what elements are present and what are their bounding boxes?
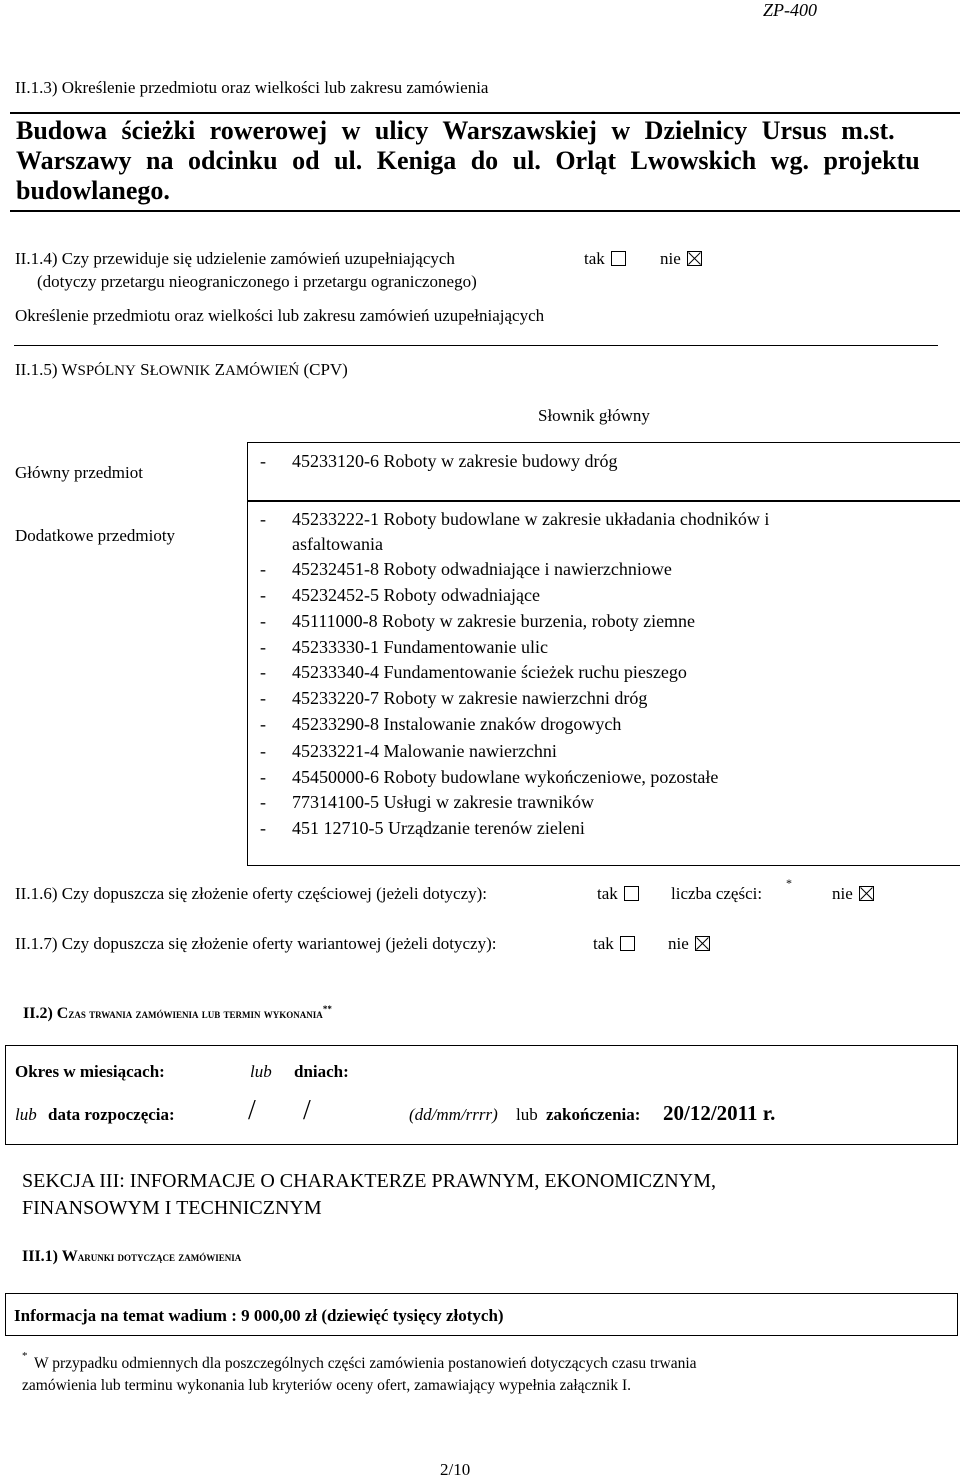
option-no-label: nie — [832, 884, 853, 903]
list-dash: - — [260, 559, 266, 579]
section-ii-1-6-question: II.1.6) Czy dopuszcza się złożenie oferty częściowej (jeżeli dotyczy): — [15, 884, 487, 903]
cpv-table-top — [247, 442, 960, 443]
start-date-label: data rozpoczęcia: — [48, 1105, 175, 1124]
section-ii-1-4-question: II.1.4) Czy przewiduje się udzielenie zamówień uzupełniających — [15, 249, 455, 268]
cpv-additional-item — [260, 611, 696, 632]
cpv-code-text: asfaltowania — [292, 534, 383, 554]
partial-offer-no — [832, 884, 874, 904]
list-dash: - — [260, 714, 266, 734]
section-ii-1-3-label: II.1.3) Określenie przedmiotu oraz wielkości lub zakresu zamówienia — [15, 78, 489, 97]
date-slash: / — [303, 1095, 311, 1126]
cpv-code-text: 45233220-7 Roboty w zakresie nawierzchni dróg — [292, 688, 648, 708]
cpv-table-divider — [247, 500, 960, 502]
divider — [10, 112, 960, 114]
days-label: dniach: — [294, 1062, 349, 1081]
end-date-label: zakończenia: — [546, 1105, 641, 1124]
supplementary-orders-line — [14, 345, 938, 346]
main-object-label: Główny przedmiot — [15, 463, 143, 482]
cpv-additional-item — [260, 637, 548, 658]
duration-box — [5, 1045, 958, 1145]
list-dash: - — [260, 767, 266, 787]
footnote-star: * — [786, 876, 792, 890]
partial-offer-yes — [597, 884, 639, 904]
cpv-code-text: 45111000-8 Roboty w zakresie burzenia, roboty ziemne — [292, 611, 696, 631]
lub-word: lub — [516, 1105, 538, 1124]
option-yes — [584, 249, 626, 269]
date-slash: / — [248, 1095, 256, 1126]
list-dash: - — [260, 509, 266, 529]
date-format-hint: (dd/mm/rrrr) — [409, 1105, 498, 1124]
list-dash: - — [260, 688, 266, 708]
list-dash: - — [260, 585, 266, 605]
object-description-line-3: budowlanego. — [16, 176, 170, 205]
list-dash: - — [260, 611, 266, 631]
cpv-code-text: 45232451-8 Roboty odwadniające i nawierzchniowe — [292, 559, 672, 579]
list-dash: - — [260, 741, 266, 761]
object-description-line-2: Warszawy na odcinku od ul. Keniga do ul. Orląt Lwowskich wg. projektu — [16, 146, 920, 175]
section-iii-title-line-1: SEKCJA III: INFORMACJE O CHARAKTERZE PRAWNYM, EKONOMICZNYM, — [22, 1170, 716, 1192]
variant-offer-no — [668, 934, 710, 954]
list-dash: - — [260, 662, 266, 682]
cpv-additional-item — [260, 688, 648, 709]
no-checkbox[interactable] — [687, 251, 702, 266]
document-code: ZP-400 — [763, 0, 817, 20]
cpv-additional-item — [260, 509, 770, 530]
no-checkbox[interactable] — [695, 936, 710, 951]
option-yes-label: tak — [597, 884, 618, 903]
cpv-additional-item — [260, 585, 540, 606]
option-yes-label: tak — [584, 249, 605, 268]
cpv-additional-item — [260, 559, 672, 580]
cpv-main-item — [260, 451, 618, 472]
cpv-table-bottom — [247, 865, 960, 866]
section-ii-1-7-question: II.1.7) Czy dopuszcza się złożenie oferty wariantowej (jeżeli dotyczy): — [15, 934, 497, 953]
yes-checkbox[interactable] — [611, 251, 626, 266]
deposit-info: Informacja na temat wadium : 9 000,00 zł (dziewięć tysięcy złotych) — [14, 1306, 504, 1325]
list-dash: - — [260, 451, 266, 471]
option-no-label: nie — [668, 934, 689, 953]
yes-checkbox[interactable] — [620, 936, 635, 951]
no-checkbox[interactable] — [859, 886, 874, 901]
supplementary-orders-heading: Określenie przedmiotu oraz wielkości lub zakresu zamówień uzupełniających — [15, 306, 545, 325]
cpv-code-text: 451 12710-5 Urządzanie terenów zieleni — [292, 818, 585, 838]
section-iii-title-line-2: FINANSOWYM I TECHNICZNYM — [22, 1197, 322, 1219]
section-iii-1-label: III.1) Warunki dotyczące zamówienia — [22, 1248, 242, 1265]
cpv-code-text: 45233340-4 Fundamentowanie ścieżek ruchu pieszego — [292, 662, 687, 682]
object-description-line-1: Budowa ścieżki rowerowej w ulicy Warszawskiej w Dzielnicy Ursus m.st. — [16, 116, 895, 145]
cpv-code-text: 45450000-6 Roboty budowlane wykończeniowe, pozostałe — [292, 767, 719, 787]
section-ii-1-5-label: II.1.5) WSPÓLNY SŁOWNIK ZAMÓWIEŃ (CPV) — [15, 360, 348, 379]
cpv-additional-item — [260, 741, 557, 762]
section-ii-1-4-note: (dotyczy przetargu nieograniczonego i przetargu ograniczonego) — [37, 272, 477, 291]
cpv-code-text: 45232452-5 Roboty odwadniające — [292, 585, 540, 605]
footnote-line-1: W przypadku odmiennych dla poszczególnych części zamówienia postanowień dotyczących czasu trwania — [34, 1355, 697, 1372]
cpv-code-text: 45233330-1 Fundamentowanie ulic — [292, 637, 548, 657]
cpv-code-text: 77314100-5 Usługi w zakresie trawników — [292, 792, 594, 812]
additional-objects-label: Dodatkowe przedmioty — [15, 526, 176, 545]
months-label: Okres w miesiącach: — [15, 1062, 165, 1081]
cpv-code-text: 45233222-1 Roboty budowlane w zakresie układania chodników i — [292, 509, 770, 529]
footnote-line-2: zamówienia lub terminu wykonania lub kryteriów oceny ofert, zamawiający wypełnia załącznik I. — [22, 1377, 631, 1394]
lub-word: lub — [15, 1105, 37, 1124]
list-dash: - — [260, 792, 266, 812]
end-date-value: 20/12/2011 r. — [663, 1101, 776, 1125]
lub-word: lub — [250, 1062, 272, 1081]
cpv-additional-item — [260, 662, 687, 683]
yes-checkbox[interactable] — [624, 886, 639, 901]
option-yes-label: tak — [593, 934, 614, 953]
cpv-additional-item — [260, 714, 622, 735]
section-ii-2-label: II.2) Czas trwania zamówienia lub termin wykonania** — [23, 1004, 332, 1022]
divider — [10, 210, 960, 212]
cpv-table-left — [247, 442, 248, 866]
cpv-code-text: 45233221-4 Malowanie nawierzchni — [292, 741, 557, 761]
footnote-mark: * — [22, 1350, 28, 1362]
page-number: 2/10 — [440, 1460, 471, 1479]
option-no-label: nie — [660, 249, 681, 268]
list-dash: - — [260, 818, 266, 838]
main-dictionary-header: Słownik główny — [538, 406, 650, 425]
cpv-additional-item — [260, 792, 594, 813]
cpv-additional-item — [260, 767, 719, 788]
cpv-code-text: 45233290-8 Instalowanie znaków drogowych — [292, 714, 622, 734]
cpv-additional-item — [260, 818, 585, 839]
list-dash: - — [260, 637, 266, 657]
variant-offer-yes — [593, 934, 635, 954]
parts-count-label: liczba części: — [671, 884, 763, 903]
cpv-code-text: 45233120-6 Roboty w zakresie budowy dróg — [292, 451, 618, 471]
option-no — [660, 249, 702, 269]
